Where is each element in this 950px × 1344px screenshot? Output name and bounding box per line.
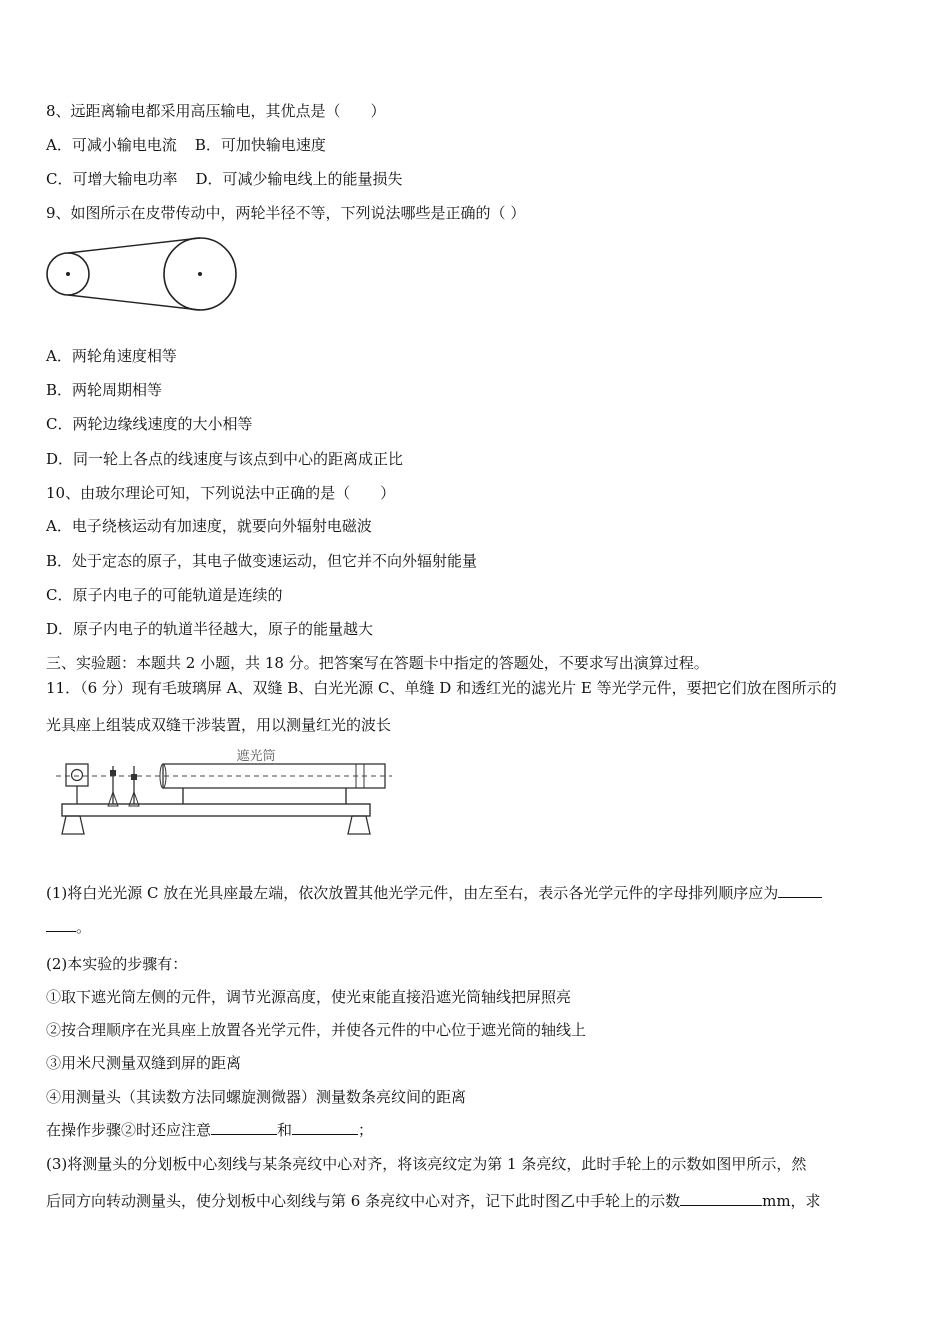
q10-option-c: C．原子内电子的可能轨道是连续的 xyxy=(46,586,283,604)
belt-drive-figure xyxy=(44,234,244,314)
answer-blank-note-2[interactable] xyxy=(292,1120,358,1135)
q11-part-3-line-2: 后同方向转动测量头，使分划板中心刻线与第 6 条亮纹中心对齐，记下此时图乙中手轮上的示数 mm，求 xyxy=(46,1192,821,1210)
q11-part-1: (1)将白光光源 C 放在光具座最左端，依次放置其他光学元件，由左至右，表示各光学元件的字母排列顺序应为 xyxy=(46,883,822,903)
light-shield-tube-label: 遮光筒 xyxy=(236,749,276,764)
q10-option-b: B．处于定态的原子，其电子做变速运动，但它并不向外辐射能量 xyxy=(46,552,478,570)
q11-step-3: ③用米尺测量双缝到屏的距离 xyxy=(46,1054,242,1072)
answer-blank-order-a[interactable] xyxy=(778,883,822,898)
q11-part-2-note: 在操作步骤②时还应注意 和 ； xyxy=(46,1121,374,1139)
answer-blank-note-1[interactable] xyxy=(211,1120,277,1135)
q11-step-4: ④用测量头（其读数方法同螺旋测微器）测量数条亮纹间的距离 xyxy=(46,1088,467,1106)
q11-step-1: ①取下遮光筒左侧的元件，调节光源高度，使光束能直接沿遮光筒轴线把屏照亮 xyxy=(46,988,572,1006)
q8-option-c: C．可增大输电功率 xyxy=(46,170,178,188)
q10-option-d: D．原子内电子的轨道半径越大，原子的能量越大 xyxy=(46,620,374,638)
belt-top xyxy=(68,238,200,253)
q11-line-2: 光具座上组装成双缝干涉装置，用以测量红光的波长 xyxy=(46,716,392,734)
q10-stem: 10、由玻尔理论可知，下列说法中正确的是（ ） xyxy=(46,484,396,502)
q9-stem: 9、如图所示在皮带传动中，两轮半径不等，下列说法哪些是正确的（ ） xyxy=(46,204,526,222)
q9-option-b: B．两轮周期相等 xyxy=(46,381,163,399)
small-wheel-center xyxy=(66,272,70,276)
q11-part-2: (2)本实验的步骤有： xyxy=(46,955,188,973)
large-wheel-center xyxy=(198,272,202,276)
q8-options-row1 xyxy=(46,135,326,155)
q8-stem: 8、远距离输电都采用高压输电，其优点是（ ） xyxy=(46,102,386,120)
belt-bottom xyxy=(68,295,200,310)
q8-option-d: D．可减少输电线上的能量损失 xyxy=(195,170,403,188)
q9-option-c: C．两轮边缘线速度的大小相等 xyxy=(46,415,253,433)
answer-blank-reading[interactable] xyxy=(680,1191,762,1206)
q8-option-b: B．可加快输电速度 xyxy=(194,136,326,154)
answer-blank-order-b[interactable] xyxy=(46,917,76,932)
optical-bench-figure xyxy=(56,744,396,844)
light-source xyxy=(66,764,88,786)
lens-holders xyxy=(108,766,139,806)
q11-line-1: 11．（6 分）现有毛玻璃屏 A、双缝 B、白光光源 C、单缝 D 和透红光的滤光片 E 等光学元件，要把它们放在图所示的 xyxy=(46,679,837,697)
q11-part-1-cont: 。 xyxy=(46,917,91,937)
q11-step-2: ②按合理顺序在光具座上放置各光学元件，并使各元件的中心位于遮光筒的轴线上 xyxy=(46,1021,587,1039)
q10-option-a: A．电子绕核运动有加速度，就要向外辐射电磁波 xyxy=(46,517,372,535)
section-3-heading: 三、实验题：本题共 2 小题，共 18 分。把答案写在答题卡中指定的答题处，不要求写出演算过程。 xyxy=(46,654,709,672)
q11-part-3-line-1: (3)将测量头的分划板中心刻线与某条亮纹中心对齐，将该亮纹定为第 1 条亮纹，此时手轮上的示数如图甲所示，然 xyxy=(46,1155,807,1173)
q9-option-a: A．两轮角速度相等 xyxy=(46,347,177,365)
q9-option-d: D．同一轮上各点的线速度与该点到中心的距离成正比 xyxy=(46,450,404,468)
q8-option-a: A．可减小输电电流 xyxy=(46,136,177,154)
light-source-bulb xyxy=(72,770,83,781)
q8-options-row2 xyxy=(46,169,403,189)
